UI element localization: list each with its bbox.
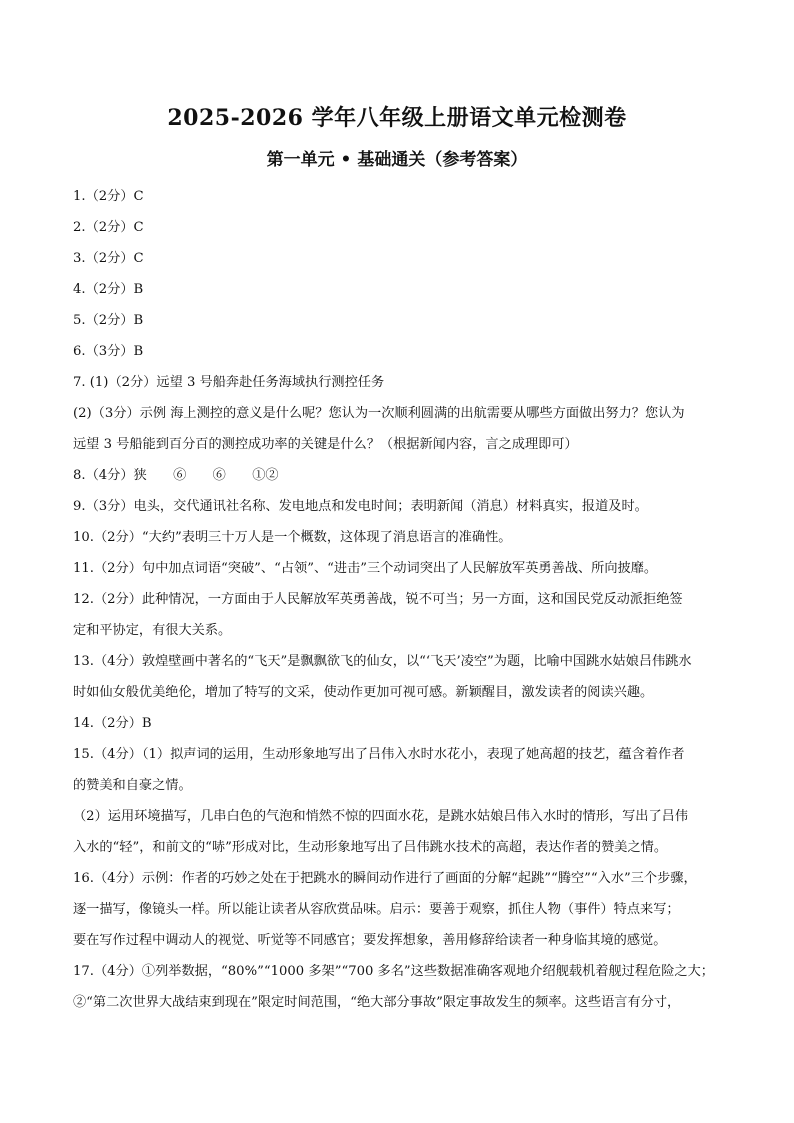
answer-line-10: 10.（2分）“大约”表明三十万人是一个概数，这体现了消息语言的准确性。 bbox=[73, 530, 512, 545]
answer-line-1: 1.（2分）C bbox=[73, 189, 144, 204]
answer-line-8: 8.（4分）狭 ⑥ ⑥ ①② bbox=[73, 468, 279, 483]
answer-line-13a: 13.（4分）敦煌壁画中著名的“飞天”是飘飘欲飞的仙女，以“‘飞天’凌空”为题，比喻中国跳水姑娘吕伟跳水 bbox=[73, 654, 692, 669]
answer-line-12a: 12.（2分）此种情况，一方面由于人民解放军英勇善战，锐不可当；另一方面，这和国民党反动派拒绝签 bbox=[73, 592, 683, 607]
answer-line-14: 14.（2分）B bbox=[73, 716, 152, 731]
answer-line-15b: 的赞美和自豪之情。 bbox=[73, 778, 192, 793]
answer-line-5: 5.（2分）B bbox=[73, 313, 144, 328]
answer-line-7-2a: (2)（3分）示例 海上测控的意义是什么呢？您认为一次顺利圆满的出航需要从哪些方面做出努力？您认为 bbox=[73, 406, 685, 421]
answer-line-17a: 17.（4分）①列举数据，“80%”“1000 多架”“700 多名”这些数据准确客观地介绍舰载机着舰过程危险之大； bbox=[73, 964, 714, 979]
answer-line-13b: 时如仙女般优美绝伦，增加了特写的文采，使动作更加可视可感。新颖醒目，激发读者的阅读兴趣。 bbox=[73, 685, 654, 700]
answer-list bbox=[73, 181, 723, 1018]
answer-line-2: 2.（2分）C bbox=[73, 220, 144, 235]
answer-line-15d: 入水的“轻”，和前文的“哧”形成对比，生动形象地写出了吕伟跳水技术的高超，表达作者的赞美之情。 bbox=[73, 840, 668, 855]
answer-line-11: 11.（2分）句中加点词语“突破”、“占领”、“进击”三个动词突出了人民解放军英勇善战、所向披靡。 bbox=[73, 561, 658, 576]
document-subtitle: 第一单元 • 基础通关（参考答案） bbox=[266, 150, 528, 170]
answer-line-15a: 15.（4分）（1）拟声词的运用，生动形象地写出了吕伟入水时水花小，表现了她高超的技艺，蕴含着作者 bbox=[73, 747, 685, 762]
answer-line-7: 7. (1)（2分）远望 3 号船奔赴任务海域执行测控任务 bbox=[73, 375, 385, 390]
answer-line-3: 3.（2分）C bbox=[73, 251, 144, 266]
answer-line-9: 9.（3分）电头，交代通讯社名称、发电地点和发电时间；表明新闻（消息）材料真实，报道及时。 bbox=[73, 499, 648, 514]
answer-line-7-2b: 远望 3 号船能到百分百的测控成功率的关键是什么？（根据新闻内容，言之成理即可） bbox=[73, 437, 578, 452]
answer-line-16b: 逐一描写，像镜头一样。所以能让读者从容欣赏品味。启示：要善于观察，抓住人物（事件）特点来写； bbox=[73, 902, 680, 917]
document-title: 2025-2026 学年八年级上册语文单元检测卷 bbox=[167, 105, 627, 131]
answer-line-6: 6.（3分）B bbox=[73, 344, 144, 359]
answer-line-4: 4.（2分）B bbox=[73, 282, 144, 297]
answer-line-16c: 要在写作过程中调动人的视觉、听觉等不同感官；要发挥想象，善用修辞给读者一种身临其境的感觉。 bbox=[73, 933, 667, 948]
answer-line-16a: 16.（4分）示例：作者的巧妙之处在于把跳水的瞬间动作进行了画面的分解“起跳”“腾空”“入水”三个步骤， bbox=[73, 871, 697, 886]
answer-line-12b: 定和平协定，有很大关系。 bbox=[73, 623, 232, 638]
answer-line-15c: （2）运用环境描写，几串白色的气泡和悄然不惊的四面水花，是跳水姑娘吕伟入水时的情形，写出了吕伟 bbox=[73, 809, 689, 824]
answer-line-17b: ②“第二次世界大战结束到现在”限定时间范围，“绝大部分事故”限定事故发生的频率。这些语言有分寸， bbox=[73, 995, 681, 1010]
